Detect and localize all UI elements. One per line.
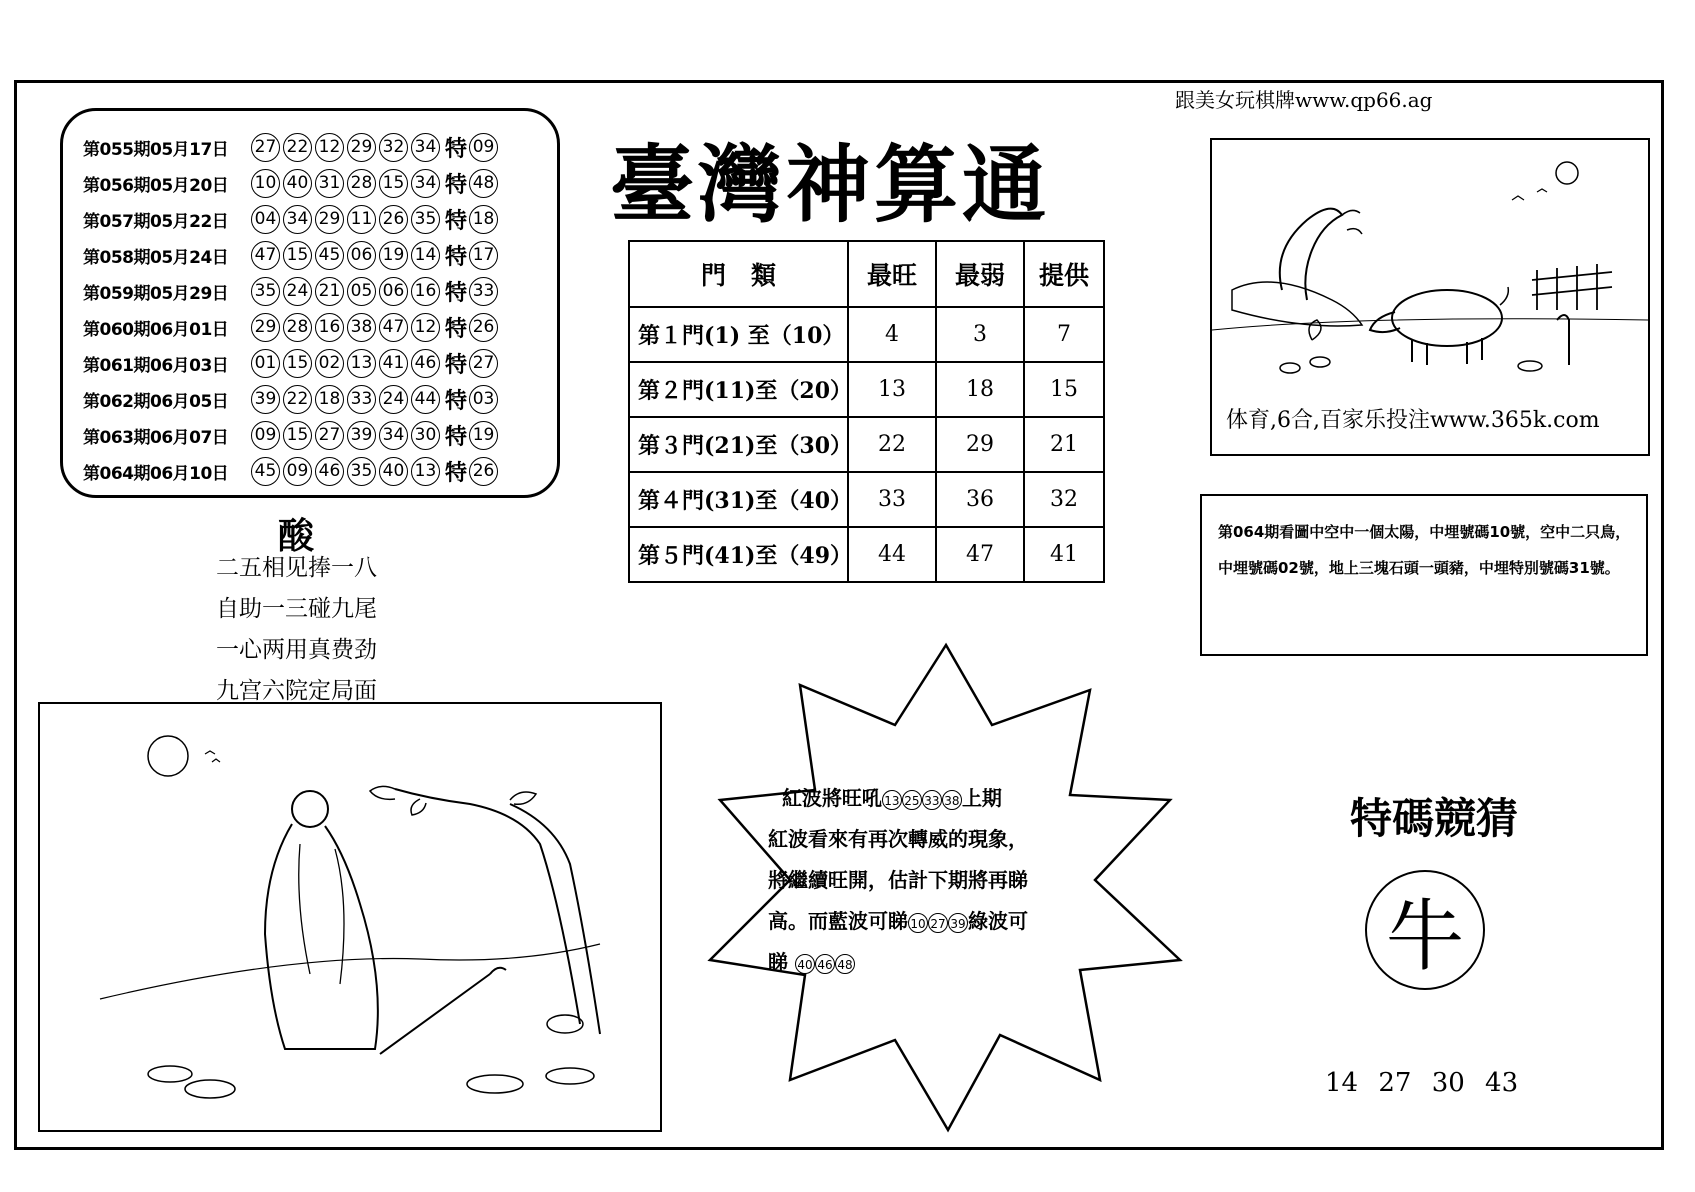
number-ball: 16 (411, 277, 440, 306)
history-row (83, 165, 557, 201)
poem-line: 一心两用真费劲 (216, 637, 377, 663)
special-marker: 特 (445, 316, 468, 342)
door-table (628, 240, 1105, 583)
table-row (629, 527, 1104, 582)
number-ball: 34 (283, 205, 312, 234)
special-ball: 33 (469, 277, 498, 306)
number-ball: 15 (379, 169, 408, 198)
give-cell: 7 (1024, 307, 1104, 362)
number-ball: 28 (347, 169, 376, 198)
number-ball: 24 (283, 277, 312, 306)
number-ball: 35 (251, 277, 280, 306)
green-wave-balls (795, 950, 855, 974)
door-cell: 第１門(1) 至（10） (629, 307, 848, 362)
wave-ball: 46 (815, 954, 835, 974)
star-line4-text: 高。而藍波可睇 (768, 909, 908, 933)
number-ball: 13 (347, 349, 376, 378)
number-ball: 35 (347, 457, 376, 486)
number-ball: 14 (411, 241, 440, 270)
special-marker: 特 (445, 244, 468, 270)
table-row (629, 472, 1104, 527)
number-ball: 46 (315, 457, 344, 486)
number-ball: 34 (411, 133, 440, 162)
header-min: 最弱 (936, 241, 1024, 307)
give-cell: 32 (1024, 472, 1104, 527)
history-date: 第058期05月24日 (83, 247, 229, 268)
number-ball: 39 (347, 421, 376, 450)
number-ball: 29 (347, 133, 376, 162)
header-door: 門 類 (629, 241, 848, 307)
special-ball: 18 (469, 205, 498, 234)
number-ball: 39 (251, 385, 280, 414)
special-marker: 特 (445, 136, 468, 162)
door-cell: 第３門(21)至（30） (629, 417, 848, 472)
number-ball: 09 (283, 457, 312, 486)
special-ball: 09 (469, 133, 498, 162)
table-row (629, 417, 1104, 472)
number-ball: 46 (411, 349, 440, 378)
pig-illustration (1210, 138, 1650, 456)
guess-title: 特碼競猜 (1350, 794, 1519, 843)
history-row (83, 273, 557, 309)
number-ball: 31 (315, 169, 344, 198)
number-ball: 12 (411, 313, 440, 342)
number-ball: 24 (379, 385, 408, 414)
monk-drawing (40, 704, 660, 1130)
number-ball: 34 (411, 169, 440, 198)
min-cell: 29 (936, 417, 1024, 472)
number-ball: 29 (315, 205, 344, 234)
number-ball: 47 (251, 241, 280, 270)
number-ball: 30 (411, 421, 440, 450)
history-row (83, 129, 557, 165)
site-top-link[interactable]: 跟美女玩棋牌www.qp66.ag (1175, 88, 1433, 112)
special-marker: 特 (445, 388, 468, 414)
table-header-row (629, 241, 1104, 307)
number-ball: 45 (315, 241, 344, 270)
number-ball: 05 (347, 277, 376, 306)
pig-caption[interactable]: 体育,6合,百家乐投注www.365k.com (1226, 408, 1600, 433)
poem-line: 自助一三碰九尾 (216, 596, 377, 622)
number-ball: 01 (251, 349, 280, 378)
special-marker: 特 (445, 280, 468, 306)
poem (216, 548, 377, 712)
history-date: 第060期06月01日 (83, 319, 229, 340)
number-ball: 15 (283, 349, 312, 378)
max-cell: 4 (848, 307, 936, 362)
header-max: 最旺 (848, 241, 936, 307)
special-ball: 26 (469, 313, 498, 342)
number-ball: 27 (315, 421, 344, 450)
min-cell: 36 (936, 472, 1024, 527)
zodiac-animal: 牛 (1365, 870, 1485, 990)
number-ball: 28 (283, 313, 312, 342)
number-ball: 15 (283, 241, 312, 270)
number-ball: 09 (251, 421, 280, 450)
history-row (83, 417, 557, 453)
number-ball: 45 (251, 457, 280, 486)
number-ball: 19 (379, 241, 408, 270)
history-date: 第056期05月20日 (83, 175, 229, 196)
number-ball: 27 (251, 133, 280, 162)
poem-title: 酸 (278, 515, 315, 557)
wave-ball: 33 (922, 790, 942, 810)
poem-line: 九宫六院定局面 (216, 678, 377, 704)
max-cell: 22 (848, 417, 936, 472)
star-line1-tail: 上期 (961, 786, 1002, 810)
special-marker: 特 (445, 172, 468, 198)
max-cell: 13 (848, 362, 936, 417)
number-ball: 06 (379, 277, 408, 306)
star-line: 紅波看來有再次轉威的現象， (768, 827, 1028, 851)
special-ball: 48 (469, 169, 498, 198)
history-date: 第057期05月22日 (83, 211, 229, 232)
history-row (83, 237, 557, 273)
door-cell: 第４門(31)至（40） (629, 472, 848, 527)
star-line1-text: 紅波將旺吼 (781, 786, 882, 810)
max-cell: 33 (848, 472, 936, 527)
red-wave-balls (882, 786, 962, 810)
min-cell: 3 (936, 307, 1024, 362)
number-ball: 44 (411, 385, 440, 414)
history-row (83, 453, 557, 489)
poem-line: 二五相见捧一八 (216, 555, 377, 581)
wave-ball: 27 (928, 913, 948, 933)
number-ball: 41 (379, 349, 408, 378)
number-ball: 29 (251, 313, 280, 342)
wave-ball: 10 (908, 913, 928, 933)
blue-wave-balls (908, 909, 968, 933)
star-line4-tail: 綠波可 (968, 909, 1028, 933)
special-ball: 17 (469, 241, 498, 270)
give-cell: 41 (1024, 527, 1104, 582)
image-hint-note: 第064期看圖中空中一個太陽，中埋號碼10號，空中二只鳥，中埋號碼02號，地上三塊石頭一頭豬，中埋特別號碼31號。 (1200, 494, 1648, 656)
number-ball: 34 (379, 421, 408, 450)
special-marker: 特 (445, 208, 468, 234)
star-line: 將繼續旺開，估計下期將再睇 (768, 868, 1028, 892)
number-ball: 18 (315, 385, 344, 414)
history-row (83, 309, 557, 345)
guess-numbers: 14 27 30 43 (1325, 1068, 1519, 1098)
number-ball: 32 (379, 133, 408, 162)
number-ball: 06 (347, 241, 376, 270)
star-line (768, 901, 1088, 942)
number-ball: 10 (251, 169, 280, 198)
number-ball: 35 (411, 205, 440, 234)
min-cell: 47 (936, 527, 1024, 582)
min-cell: 18 (936, 362, 1024, 417)
special-ball: 19 (469, 421, 498, 450)
number-ball: 13 (411, 457, 440, 486)
history-row (83, 381, 557, 417)
wave-ball: 13 (882, 790, 902, 810)
door-cell: 第５門(41)至（49） (629, 527, 848, 582)
history-date: 第064期06月10日 (83, 463, 229, 484)
number-ball: 40 (283, 169, 312, 198)
number-ball: 33 (347, 385, 376, 414)
history-date: 第062期06月05日 (83, 391, 229, 412)
table-row (629, 307, 1104, 362)
number-ball: 22 (283, 133, 312, 162)
number-ball: 21 (315, 277, 344, 306)
history-box (60, 108, 560, 498)
number-ball: 47 (379, 313, 408, 342)
wave-ball: 48 (835, 954, 855, 974)
number-ball: 04 (251, 205, 280, 234)
history-row (83, 345, 557, 381)
header-give: 提供 (1024, 241, 1104, 307)
history-date: 第061期06月03日 (83, 355, 229, 376)
star-line (768, 942, 1088, 983)
number-ball: 40 (379, 457, 408, 486)
wave-ball: 25 (902, 790, 922, 810)
wave-ball: 39 (948, 913, 968, 933)
special-marker: 特 (445, 424, 468, 450)
number-ball: 15 (283, 421, 312, 450)
history-date: 第055期05月17日 (83, 139, 229, 160)
history-date: 第059期05月29日 (83, 283, 229, 304)
star-line5-text: 睇 (768, 950, 788, 974)
special-ball: 03 (469, 385, 498, 414)
history-date: 第063期06月07日 (83, 427, 229, 448)
number-ball: 16 (315, 313, 344, 342)
special-ball: 26 (469, 457, 498, 486)
table-row (629, 362, 1104, 417)
star-line (768, 778, 1088, 819)
special-marker: 特 (445, 460, 468, 486)
starburst-text (768, 778, 1088, 983)
monk-illustration (38, 702, 662, 1132)
give-cell: 21 (1024, 417, 1104, 472)
door-cell: 第２門(11)至（20） (629, 362, 848, 417)
number-ball: 11 (347, 205, 376, 234)
page-title: 臺灣神算通 (610, 135, 1051, 234)
number-ball: 26 (379, 205, 408, 234)
number-ball: 12 (315, 133, 344, 162)
number-ball: 02 (315, 349, 344, 378)
wave-ball: 40 (795, 954, 815, 974)
number-ball: 38 (347, 313, 376, 342)
history-row (83, 201, 557, 237)
number-ball: 22 (283, 385, 312, 414)
wave-ball: 38 (942, 790, 962, 810)
special-ball: 27 (469, 349, 498, 378)
give-cell: 15 (1024, 362, 1104, 417)
max-cell: 44 (848, 527, 936, 582)
special-marker: 特 (445, 352, 468, 378)
